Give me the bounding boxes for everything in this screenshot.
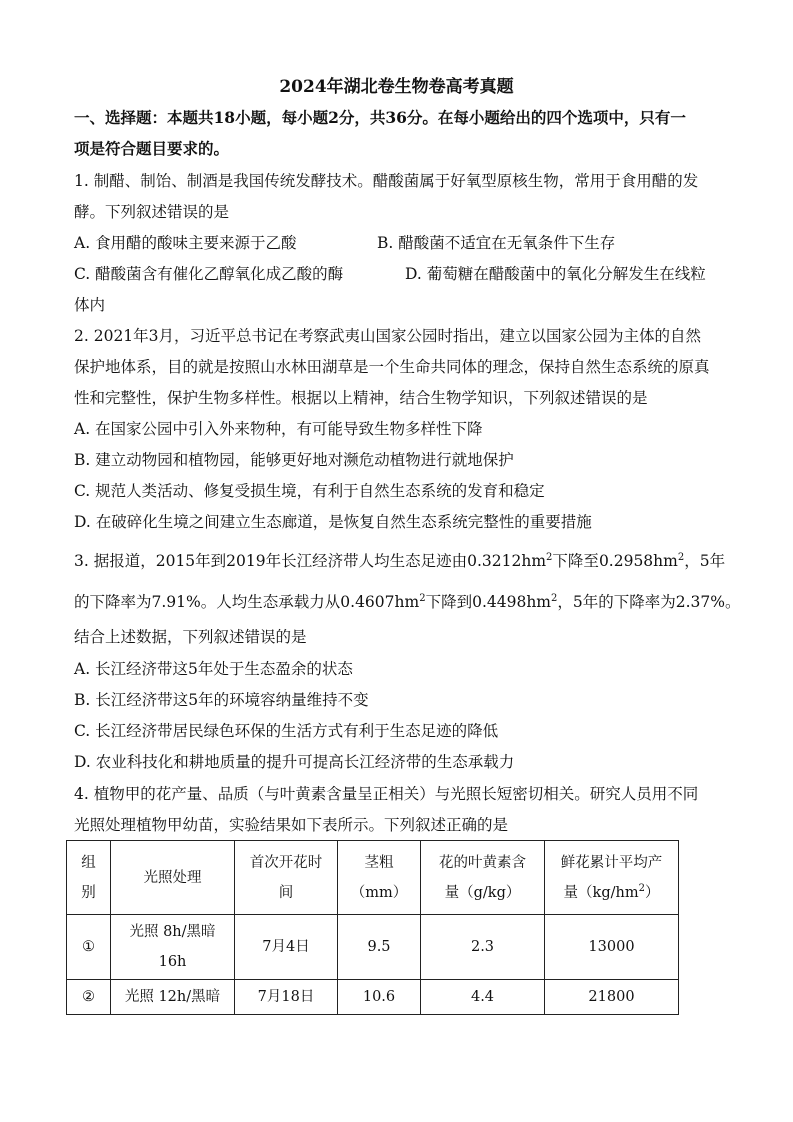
cell-lutein: 2.3 xyxy=(421,915,545,980)
q3-option-a: A. 长江经济带这5年处于生态盈余的状态 xyxy=(74,660,353,678)
q2-stem-line1: 2. 2021年3月，习近平总书记在考察武夷山国家公园时指出，建立以国家公园为主体的自然 xyxy=(74,327,702,345)
q3-rate-footprint: 7.91% xyxy=(151,593,201,611)
cell-yield: 21800 xyxy=(545,980,679,1015)
q1-stem-line1: 1. 制醋、制饴、制酒是我国传统发酵技术。醋酸菌属于好氧型原核生物，常用于食用醋的发 xyxy=(74,172,699,190)
q3-text: 。人均生态承载力从 xyxy=(200,593,341,611)
q1-stem-line2: 酵。下列叙述错误的是 xyxy=(74,203,230,221)
q3-value-footprint-2019: 0.2958hm xyxy=(598,552,678,570)
header-yield: 鲜花累计平均产 量$(kg/hm^2)$ xyxy=(545,841,679,915)
q3-text: 下降到 xyxy=(425,593,473,611)
q3-value-capacity-2015: 0.4607hm xyxy=(340,593,420,611)
cell-date: 7月18日 xyxy=(235,980,338,1015)
q3-stem-line2 xyxy=(74,592,741,612)
q2-option-b: B. 建立动物园和植物园，能够更好地对濒危动植物进行就地保护 xyxy=(74,451,514,469)
q3-text: ，5年的下降率为 xyxy=(557,593,676,611)
q3-stem-line3: 结合上述数据，下列叙述错误的是 xyxy=(74,628,307,646)
q4-stem-line2: 光照处理植物甲幼苗，实验结果如下表所示。下列叙述正确的是 xyxy=(74,816,509,834)
cell-stem: 10.6 xyxy=(338,980,421,1015)
cell-stem: 9.5 xyxy=(338,915,421,980)
q3-option-c: C. 长江经济带居民绿色环保的生活方式有利于生态足迹的降低 xyxy=(74,722,499,740)
header-stem: 茎粗（mm） xyxy=(338,841,421,915)
header-light: 光照处理 xyxy=(111,841,235,915)
q1-option-a: A. 食用醋的酸味主要来源于乙酸 xyxy=(74,234,297,252)
cell-date: 7月4日 xyxy=(235,915,338,980)
q3-unit-sup: 2 xyxy=(677,551,685,563)
cell-lutein: 4.4 xyxy=(421,980,545,1015)
q3-option-d: D. 农业科技化和耕地质量的提升可提高长江经济带的生态承载力 xyxy=(74,753,515,771)
q3-text: 下降至 xyxy=(552,552,599,570)
q1-option-c: C. 醋酸菌含有催化乙醇氧化成乙酸的酶 xyxy=(74,265,344,283)
q3-text: 3. 据报道，2015年到2019年长江经济带人均生态足迹由 xyxy=(74,552,468,570)
q1-option-d: D. 葡萄糖在醋酸菌中的氧化分解发生在线粒 xyxy=(405,265,706,283)
header-lutein: 花的叶黄素含 量（g/kg） xyxy=(421,841,545,915)
q2-stem-line2: 保护地体系，目的就是按照山水林田湖草是一个生命共同体的理念，保持自然生态系统的原真 xyxy=(74,358,710,376)
q3-unit-sup: 2 xyxy=(419,592,426,604)
cell-yield: 13000 xyxy=(545,915,679,980)
results-table xyxy=(66,840,679,1015)
q3-unit-sup: 2 xyxy=(551,592,558,604)
q3-stem-line1 xyxy=(74,551,725,571)
table-header-row xyxy=(67,841,679,915)
q4-stem-line1: 4. 植物甲的花产量、品质（与叶黄素含量呈正相关）与光照长短密切相关。研究人员用不同 xyxy=(74,785,699,803)
q3-unit-sup: 2 xyxy=(546,551,553,563)
q2-option-d: D. 在破碎化生境之间建立生态廊道，是恢复自然生态系统完整性的重要措施 xyxy=(74,513,592,531)
q3-rate-capacity: 2.37% xyxy=(675,593,726,611)
cell-light: 光照 8h/黑暗 16h xyxy=(111,915,235,980)
q1-option-b: B. 醋酸菌不适宜在无氧条件下生存 xyxy=(377,234,616,252)
q3-option-b: B. 长江经济带这5年的环境容纳量维持不变 xyxy=(74,691,369,709)
q3-value-capacity-2019: 0.4498hm xyxy=(472,593,552,611)
cell-group: ① xyxy=(67,915,111,980)
table-row xyxy=(67,915,679,980)
table-row xyxy=(67,980,679,1015)
q2-option-c: C. 规范人类活动、修复受损生境，有利于自然生态系统的发育和稳定 xyxy=(74,482,545,500)
header-group: 组 别 xyxy=(67,841,111,915)
section-heading-line1: 一、选择题：本题共18小题，每小题2分，共36分。在每小题给出的四个选项中，只有一 xyxy=(74,108,686,127)
cell-group: ② xyxy=(67,980,111,1015)
q2-stem-line3: 性和完整性，保护生物多样性。根据以上精神，结合生物学知识，下列叙述错误的是 xyxy=(74,389,648,407)
q3-value-footprint-2015: 0.3212hm xyxy=(467,552,547,570)
section-heading-line2: 项是符合题目要求的。 xyxy=(74,139,230,158)
q1-option-d-cont: 体内 xyxy=(74,296,106,314)
q3-text: 。 xyxy=(725,593,741,611)
q3-text: ，5年 xyxy=(684,552,726,570)
header-first-flower: 首次开花时 间 xyxy=(235,841,338,915)
cell-light: 光照 12h/黑暗 xyxy=(111,980,235,1015)
q3-text: 的下降率为 xyxy=(74,593,152,611)
q2-option-a: A. 在国家公园中引入外来物种，有可能导致生物多样性下降 xyxy=(74,420,483,438)
page-title: 2024年湖北卷生物卷高考真题 xyxy=(279,77,514,97)
